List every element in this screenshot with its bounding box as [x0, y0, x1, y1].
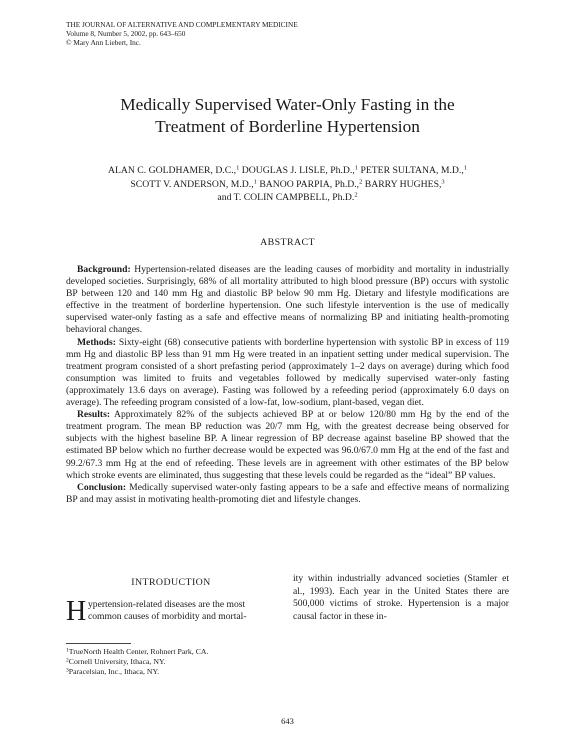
author-name: SCOTT V. ANDERSON, M.D., [130, 178, 254, 190]
right-column [293, 573, 509, 623]
footnote-text: TrueNorth Health Center, Rohnert Park, CA. [68, 647, 209, 656]
journal-header [66, 20, 298, 48]
author-affiliation-mark: 1 [463, 164, 467, 172]
abstract-methods [66, 337, 509, 410]
drop-cap: H [66, 596, 87, 628]
introduction-line-1: ypertension-related diseases are the most [88, 599, 246, 611]
footnote-1 [66, 647, 208, 657]
article-title [66, 94, 509, 138]
footnote-text: Paracelsian, Inc., Ithaca, NY. [68, 667, 160, 676]
author-list [66, 164, 509, 205]
author-affiliation-mark: 1 [236, 164, 240, 172]
footnotes [66, 647, 208, 677]
footnote-mark: 3 [66, 667, 69, 674]
introduction-continuation: ity within industrially advanced societies (Stamler et al., 1993). Each year in the United States there are 500,000 victims of stroke. Hypertension is a major causal factor in these in- [293, 573, 509, 622]
abstract-body [66, 264, 509, 506]
journal-volume: Volume 8, Number 5, 2002, pp. 643–650 [66, 29, 186, 39]
abstract-section-label: Conclusion: [77, 481, 127, 493]
author-name: BARRY HUGHES, [362, 178, 442, 190]
left-column [66, 573, 276, 628]
author-name: and T. COLIN CAMPBELL, Ph.D. [217, 192, 355, 204]
abstract-section-text: Sixty-eight (68) consecutive patients with borderline hypertension with systolic BP in excess of 119 mm Hg and diastolic BP less than 91 mm Hg were treated in an inpatient setting under medical supervision. The treatment program consisted of a short prefasting period (approximately 1–2 days on average) during which food consumption was limited to fruits and vegetables followed by medically supervised water-only fasting (approximately 13.6 days on average). Fasting was followed by a refeeding period (approximately 6.0 days on average). The refeeding program consisted of a low-fat, low-sodium, plant-based, vegan diet. [66, 336, 509, 409]
title-line-2: Treatment of Borderline Hypertension [155, 117, 420, 136]
abstract-section-text: Medically supervised water-only fasting appears to be a safe and effective means of normalizing BP and may assist in motivating health-promoting diet and lifestyle changes. [66, 481, 509, 505]
abstract-section-text: Approximately 82% of the subjects achieved BP at or below 120/80 mm Hg by the end of the treatment program. The mean BP reduction was 20/7 mm Hg, with the greatest decrease being observed for subjects with the highest baseline BP. A linear regression of BP decrease against baseline BP showed that the estimated BP below which no further decrease would be expected was 96.0/67.0 mm Hg at the end of the fast and 99.2/67.3 mm Hg at the end of refeeding. These levels are in agreement with other estimates of the BP below which stroke events are eliminated, thus suggesting that these levels could be regarded as the “ideal” BP values. [66, 409, 509, 481]
abstract-heading: ABSTRACT [260, 237, 315, 248]
introduction-heading: INTRODUCTION [131, 577, 211, 588]
author-affiliation-mark: 2 [359, 178, 363, 186]
author-name: BANOO PARPIA, Ph.D., [256, 178, 360, 190]
abstract-section-label: Methods: [77, 336, 116, 348]
author-name: DOUGLAS J. LISLE, Ph.D., [239, 165, 355, 176]
introduction-opening [66, 596, 276, 628]
abstract-background [66, 264, 509, 337]
introduction-line-2: common causes of morbidity and mortal- [88, 611, 247, 623]
author-name: PETER SULTANA, M.D., [358, 165, 464, 176]
author-line-1 [66, 164, 509, 178]
abstract-section-label: Results: [77, 409, 111, 421]
journal-name: THE JOURNAL OF ALTERNATIVE AND COMPLEMENTARY MEDICINE [66, 20, 298, 29]
abstract-results [66, 409, 509, 482]
title-line-1: Medically Supervised Water-Only Fasting in the [120, 95, 455, 114]
page-number: 643 [281, 716, 294, 726]
journal-copyright: © Mary Ann Liebert, Inc. [66, 38, 141, 48]
footnote-3 [66, 667, 208, 677]
abstract-conclusion [66, 482, 509, 506]
footnote-mark: 2 [66, 657, 69, 664]
author-line-2 [66, 178, 509, 192]
author-affiliation-mark: 2 [354, 191, 358, 199]
author-name: ALAN C. GOLDHAMER, D.C., [107, 165, 237, 176]
author-affiliation-mark: 1 [354, 164, 359, 172]
footnote-2 [66, 657, 208, 667]
author-affiliation-mark: 1 [253, 178, 257, 186]
author-line-3 [66, 191, 509, 205]
footnote-divider [66, 643, 131, 644]
abstract-section-label: Background: [77, 264, 131, 275]
author-affiliation-mark: 3 [441, 178, 445, 186]
footnote-mark: 1 [66, 647, 69, 654]
abstract-section-text: Hypertension-related diseases are the leading causes of morbidity and mortality in industrially developed societies. Surprisingly, 68% of all mortality attributed to high blood pressure (BP) occurs with systolic BP between 120 and 140 mm Hg and diastolic BP below 90 mm Hg. Dietary and lifestyle modifications are effective in the treatment of borderline hypertension. One such lifestyle intervention is the use of medically supervised water-only fasting as a safe and effective means of normalizing BP and initiating health-promoting behavioral changes. [66, 264, 509, 336]
footnote-text: Cornell University, Ithaca, NY. [68, 657, 166, 666]
